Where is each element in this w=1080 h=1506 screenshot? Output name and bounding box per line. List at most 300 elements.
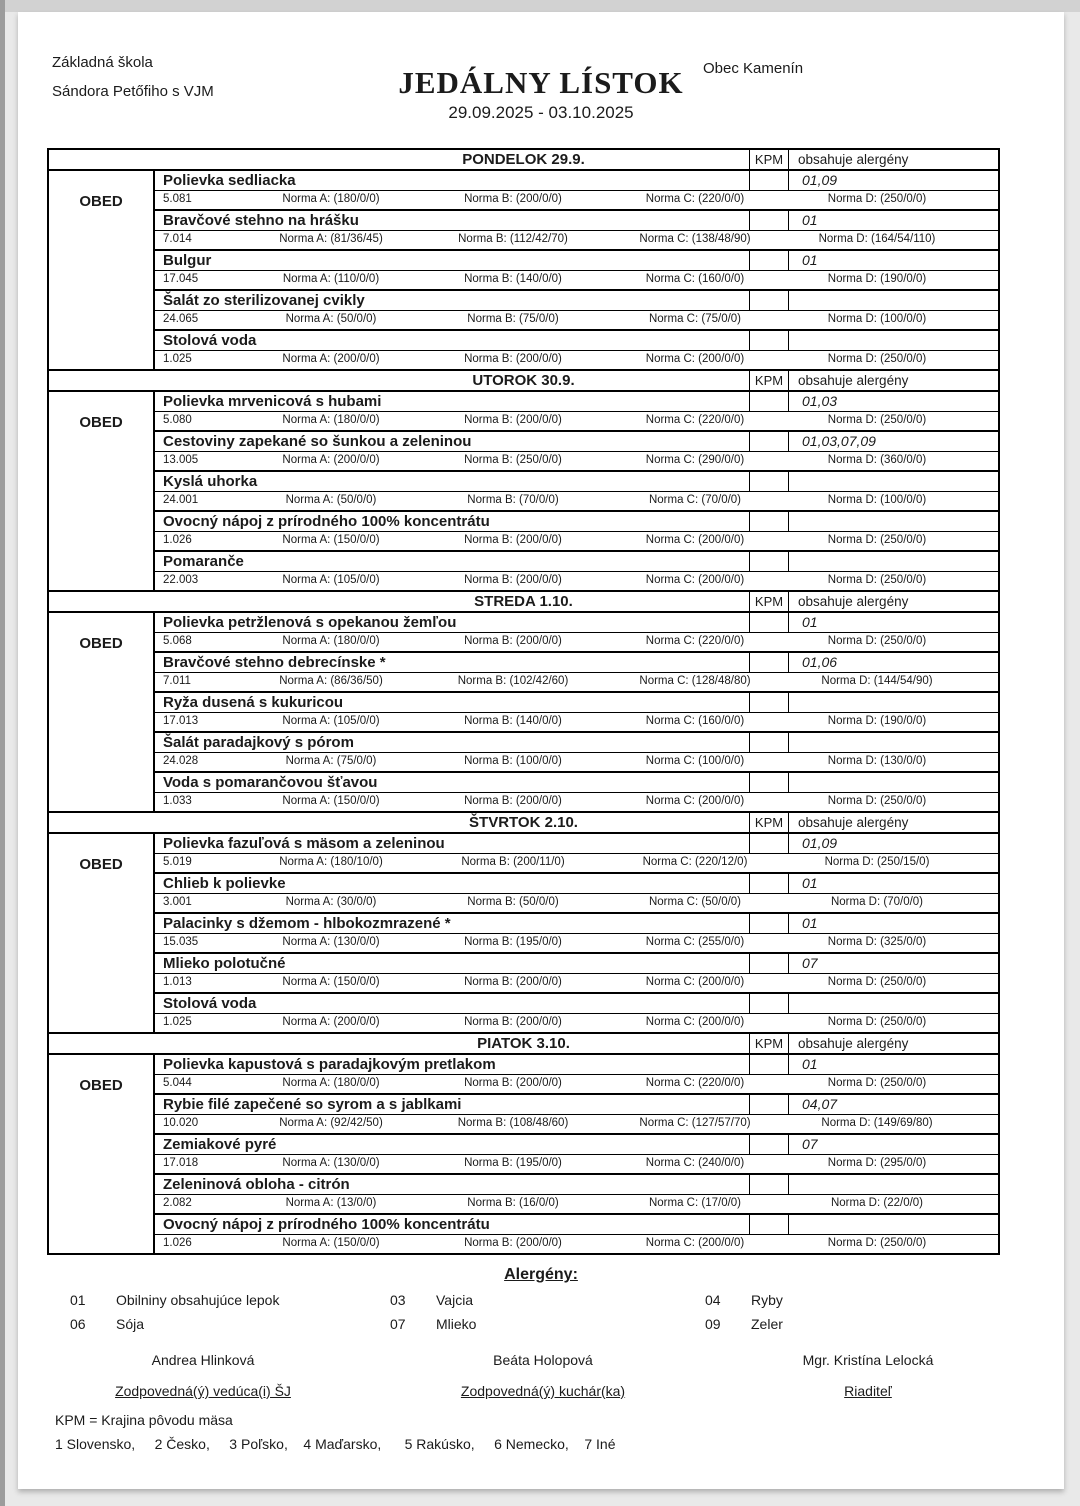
- dish-norma-row: [155, 854, 998, 872]
- dish-code: 17.013: [163, 715, 199, 727]
- dish-name: Ovocný nápoj z prírodného 100% koncentrátu: [163, 1216, 490, 1233]
- dish-group: [155, 954, 998, 994]
- dish-code: 24.028: [163, 755, 199, 767]
- norma-b: Norma B: (200/0/0): [464, 193, 562, 205]
- signature-role: Riaditeľ: [844, 1383, 892, 1399]
- day-title: ŠTVRTOK 2.10.: [469, 814, 578, 831]
- kpm-cell: [749, 1095, 789, 1114]
- norma-a: Norma A: (30/0/0): [285, 896, 377, 908]
- dish-norma-row: [155, 633, 998, 651]
- signature-role: Zodpovedná(ý) kuchár(ka): [460, 1383, 626, 1399]
- dish-group: [155, 291, 998, 331]
- dish-name-row: [155, 1135, 998, 1155]
- dish-allergens: [789, 512, 998, 531]
- norma-d: Norma D: (130/0/0): [827, 755, 927, 767]
- dish-code: 1.026: [163, 1237, 192, 1249]
- norma-d: Norma D: (250/0/0): [827, 1016, 927, 1028]
- dish-norma-row: [155, 934, 998, 952]
- norma-b: Norma B: (108/48/60): [457, 1117, 569, 1129]
- dish-group: [155, 773, 998, 811]
- dish-allergens: 01,03,07,09: [802, 433, 876, 449]
- country-codes-list: 1 Slovensko, 2 Česko, 3 Poľsko, 4 Maďarsko, 5 Rakúsko, 6 Nemecko, 7 Iné: [55, 1436, 616, 1452]
- norma-a: Norma A: (180/0/0): [282, 1077, 380, 1089]
- meal-label: OBED: [49, 834, 155, 1032]
- day-block: [49, 590, 998, 811]
- dish-code: 24.001: [163, 494, 199, 506]
- kpm-cell: [749, 211, 789, 230]
- norma-d: Norma D: (250/0/0): [827, 795, 927, 807]
- dish-norma-row: [155, 673, 998, 691]
- norma-c: Norma C: (138/48/90): [639, 233, 751, 245]
- kpm-cell: [749, 472, 789, 491]
- kpm-cell: [749, 773, 789, 792]
- norma-c: Norma C: (220/0/0): [645, 414, 745, 426]
- norma-a: Norma A: (86/36/50): [279, 675, 383, 687]
- day-title: STREDA 1.10.: [474, 593, 573, 610]
- dish-name: Bravčové stehno debrecínske *: [163, 654, 386, 671]
- dish-group: [155, 914, 998, 954]
- norma-d: Norma D: (144/54/90): [821, 675, 933, 687]
- dish-name: Bravčové stehno na hrášku: [163, 212, 359, 229]
- dish-norma-row: [155, 1115, 998, 1133]
- dish-name-row: [155, 331, 998, 351]
- norma-a: Norma A: (105/0/0): [282, 715, 380, 727]
- kpm-column-header: KPM: [749, 592, 789, 611]
- allergen-column-header: obsahuje alergény: [789, 371, 998, 390]
- dish-name-row: [155, 291, 998, 311]
- dish-name: Mlieko polotučné: [163, 955, 286, 972]
- dish-name: Polievka kapustová s paradajkovým pretlakom: [163, 1056, 496, 1073]
- dish-code: 1.025: [163, 353, 192, 365]
- screen-top-strip: [0, 0, 1080, 12]
- norma-b: Norma B: (200/0/0): [464, 534, 562, 546]
- document-title: JEDÁLNY LÍSTOK: [398, 65, 684, 100]
- norma-b: Norma B: (75/0/0): [467, 313, 559, 325]
- norma-a: Norma A: (180/0/0): [282, 414, 380, 426]
- norma-c: Norma C: (240/0/0): [645, 1157, 745, 1169]
- dish-norma-row: [155, 311, 998, 329]
- dish-code: 5.044: [163, 1077, 192, 1089]
- dish-allergens: 01: [802, 875, 818, 891]
- norma-c: Norma C: (200/0/0): [645, 795, 745, 807]
- dish-code: 1.033: [163, 795, 192, 807]
- dish-name-row: [155, 211, 998, 231]
- kpm-cell: [749, 733, 789, 752]
- dish-group: [155, 472, 998, 512]
- dish-allergens: [789, 331, 998, 350]
- dish-name-row: [155, 613, 998, 633]
- kpm-cell: [749, 171, 789, 190]
- dish-name: Šalát paradajkový s pórom: [163, 734, 354, 751]
- norma-c: Norma C: (75/0/0): [648, 313, 742, 325]
- dish-name-row: [155, 1095, 998, 1115]
- dish-code: 13.005: [163, 454, 199, 466]
- meal-label: OBED: [49, 392, 155, 590]
- kpm-cell: [749, 1215, 789, 1234]
- allergen-label: Ryby: [751, 1292, 783, 1308]
- norma-c: Norma C: (200/0/0): [645, 1016, 745, 1028]
- norma-b: Norma B: (200/0/0): [464, 635, 562, 647]
- municipality-name: Obec Kamenín: [703, 60, 804, 77]
- kpm-cell: [749, 331, 789, 350]
- dish-code: 5.019: [163, 856, 192, 868]
- dish-group: [155, 653, 998, 693]
- dish-name: Palacinky s džemom - hlbokozmrazené *: [163, 915, 451, 932]
- school-name-line2: Sándora Petőfiho s VJM: [52, 83, 214, 100]
- norma-a: Norma A: (150/0/0): [282, 534, 380, 546]
- dish-allergens: [789, 1175, 998, 1194]
- kpm-cell: [749, 994, 789, 1013]
- legend-item: [70, 1292, 390, 1308]
- dish-group: [155, 552, 998, 590]
- dish-name: Pomaranče: [163, 553, 244, 570]
- day-title: UTOROK 30.9.: [472, 372, 575, 389]
- day-title: PIATOK 3.10.: [477, 1035, 570, 1052]
- dish-list: [155, 171, 998, 369]
- signature-name: Beáta Holopová: [493, 1352, 593, 1368]
- signatures-row: [18, 1352, 1064, 1399]
- norma-d: Norma D: (190/0/0): [827, 273, 927, 285]
- norma-c: Norma C: (128/48/80): [639, 675, 751, 687]
- norma-d: Norma D: (100/0/0): [827, 494, 927, 506]
- dish-name: Kyslá uhorka: [163, 473, 258, 490]
- norma-c: Norma C: (127/57/70): [639, 1117, 751, 1129]
- dish-group: [155, 1135, 998, 1175]
- legend-item: [705, 1316, 1020, 1332]
- norma-c: Norma C: (17/0/0): [648, 1197, 742, 1209]
- dish-norma-row: [155, 1235, 998, 1253]
- dish-norma-row: [155, 191, 998, 209]
- legend-item: [705, 1292, 1020, 1308]
- norma-c: Norma C: (160/0/0): [645, 273, 745, 285]
- dish-code: 7.014: [163, 233, 192, 245]
- norma-d: Norma D: (250/0/0): [827, 414, 927, 426]
- signature-name: Mgr. Kristína Lelocká: [802, 1352, 934, 1368]
- day-body: [49, 1055, 998, 1253]
- dish-code: 22.003: [163, 574, 199, 586]
- dish-name: Rybie filé zapečené so syrom a s jablkami: [163, 1096, 462, 1113]
- dish-code: 17.018: [163, 1157, 199, 1169]
- dish-norma-row: [155, 271, 998, 289]
- norma-b: Norma B: (200/0/0): [464, 976, 562, 988]
- dish-name: Ryža dusená s kukuricou: [163, 694, 344, 711]
- dish-name-row: [155, 914, 998, 934]
- dish-allergens: 01: [802, 915, 818, 931]
- kpm-cell: [749, 1055, 789, 1074]
- dish-allergens: 01,09: [802, 835, 838, 851]
- norma-c: Norma C: (200/0/0): [645, 353, 745, 365]
- dish-allergens: [789, 733, 998, 752]
- allergens-legend: [70, 1292, 1020, 1332]
- dish-name: Stolová voda: [163, 332, 257, 349]
- allergen-column-header: obsahuje alergény: [789, 592, 998, 611]
- dish-name: Cestoviny zapekané so šunkou a zeleninou: [163, 433, 472, 450]
- dish-name-row: [155, 1055, 998, 1075]
- day-body: [49, 392, 998, 590]
- norma-a: Norma A: (180/0/0): [282, 635, 380, 647]
- date-range: 29.09.2025 - 03.10.2025: [448, 103, 634, 122]
- dish-norma-row: [155, 572, 998, 590]
- norma-d: Norma D: (70/0/0): [830, 896, 924, 908]
- dish-name: Bulgur: [163, 252, 212, 269]
- dish-allergens: [789, 552, 998, 571]
- norma-b: Norma B: (195/0/0): [464, 1157, 562, 1169]
- dish-name-row: [155, 432, 998, 452]
- screen-left-edge: [0, 0, 5, 1506]
- dish-allergens: 04,07: [802, 1096, 838, 1112]
- norma-b: Norma B: (200/0/0): [464, 1077, 562, 1089]
- dish-code: 1.025: [163, 1016, 192, 1028]
- dish-group: [155, 693, 998, 733]
- dish-name: Šalát zo sterilizovanej cvikly: [163, 292, 365, 309]
- norma-c: Norma C: (290/0/0): [645, 454, 745, 466]
- dish-name: Zeleninová obloha - citrón: [163, 1176, 350, 1193]
- dish-group: [155, 834, 998, 874]
- dish-name-row: [155, 1215, 998, 1235]
- kpm-cell: [749, 251, 789, 270]
- dish-group: [155, 211, 998, 251]
- dish-code: 1.013: [163, 976, 192, 988]
- norma-d: Norma D: (250/0/0): [827, 635, 927, 647]
- allergen-column-header: obsahuje alergény: [789, 1034, 998, 1053]
- allergen-code: 01: [70, 1292, 86, 1308]
- norma-d: Norma D: (250/0/0): [827, 534, 927, 546]
- dish-name-row: [155, 251, 998, 271]
- dish-code: 10.020: [163, 1117, 199, 1129]
- dish-name: Polievka petržlenová s opekanou žemľou: [163, 614, 457, 631]
- dish-name: Voda s pomarančovou šťavou: [163, 774, 378, 791]
- norma-a: Norma A: (180/0/0): [282, 193, 380, 205]
- dish-group: [155, 733, 998, 773]
- meal-label: OBED: [49, 1055, 155, 1253]
- day-header-row: [49, 150, 998, 171]
- dish-allergens: 01,03: [802, 393, 838, 409]
- norma-d: Norma D: (250/0/0): [827, 193, 927, 205]
- day-header-row: [49, 592, 998, 613]
- allergen-label: Zeler: [751, 1316, 783, 1332]
- kpm-column-header: KPM: [749, 813, 789, 832]
- dish-name-row: [155, 1175, 998, 1195]
- norma-b: Norma B: (100/0/0): [464, 755, 562, 767]
- dish-code: 7.011: [163, 675, 191, 687]
- allergen-code: 03: [390, 1292, 406, 1308]
- norma-a: Norma A: (130/0/0): [282, 1157, 380, 1169]
- kpm-cell: [749, 552, 789, 571]
- dish-name: Ovocný nápoj z prírodného 100% koncentrátu: [163, 513, 490, 530]
- norma-d: Norma D: (250/0/0): [827, 976, 927, 988]
- dish-group: [155, 1055, 998, 1095]
- kpm-cell: [749, 914, 789, 933]
- norma-c: Norma C: (255/0/0): [645, 936, 745, 948]
- dish-name-row: [155, 994, 998, 1014]
- norma-c: Norma C: (50/0/0): [648, 896, 742, 908]
- norma-d: Norma D: (295/0/0): [827, 1157, 927, 1169]
- norma-b: Norma B: (200/0/0): [464, 795, 562, 807]
- dish-name-row: [155, 552, 998, 572]
- dish-norma-row: [155, 1155, 998, 1173]
- kpm-cell: [749, 512, 789, 531]
- allergen-code: 06: [70, 1316, 86, 1332]
- document-page: [18, 12, 1064, 1489]
- dish-name-row: [155, 392, 998, 412]
- norma-a: Norma A: (130/0/0): [282, 936, 380, 948]
- allergen-code: 09: [705, 1316, 721, 1332]
- dish-code: 15.035: [163, 936, 199, 948]
- kpm-cell: [749, 693, 789, 712]
- dish-code: 1.026: [163, 534, 192, 546]
- dish-group: [155, 874, 998, 914]
- allergens-legend-title: Alergény:: [504, 1266, 578, 1283]
- norma-b: Norma B: (200/0/0): [464, 353, 562, 365]
- norma-c: Norma C: (70/0/0): [648, 494, 742, 506]
- dish-group: [155, 1175, 998, 1215]
- kpm-abbreviation-note: KPM = Krajina pôvodu mäsa: [55, 1412, 233, 1428]
- norma-d: Norma D: (100/0/0): [827, 313, 927, 325]
- dish-group: [155, 1215, 998, 1253]
- dish-allergens: 01,09: [802, 172, 838, 188]
- norma-a: Norma A: (105/0/0): [282, 574, 380, 586]
- dish-name-row: [155, 693, 998, 713]
- norma-b: Norma B: (200/0/0): [464, 414, 562, 426]
- dish-list: [155, 1055, 998, 1253]
- dish-allergens: 01,06: [802, 654, 838, 670]
- dish-allergens: 01: [802, 252, 818, 268]
- norma-a: Norma A: (200/0/0): [282, 353, 380, 365]
- norma-a: Norma A: (13/0/0): [285, 1197, 377, 1209]
- meal-label: OBED: [49, 171, 155, 369]
- allergen-label: Mlieko: [436, 1316, 477, 1332]
- norma-d: Norma D: (250/0/0): [827, 574, 927, 586]
- kpm-cell: [749, 653, 789, 672]
- meal-label: OBED: [49, 613, 155, 811]
- norma-a: Norma A: (180/10/0): [279, 856, 383, 868]
- dish-group: [155, 251, 998, 291]
- day-title: PONDELOK 29.9.: [462, 151, 585, 168]
- signature-name: Andrea Hlinková: [151, 1352, 255, 1368]
- signature-head-of-canteen: [18, 1352, 388, 1399]
- norma-c: Norma C: (220/12/0): [642, 856, 748, 868]
- dish-norma-row: [155, 753, 998, 771]
- dish-name: Polievka fazuľová s mäsom a zeleninou: [163, 835, 445, 852]
- norma-b: Norma B: (102/42/60): [457, 675, 569, 687]
- dish-code: 24.065: [163, 313, 199, 325]
- dish-group: [155, 1095, 998, 1135]
- dish-allergens: [789, 693, 998, 712]
- dish-norma-row: [155, 452, 998, 470]
- dish-allergens: 01: [802, 212, 818, 228]
- dish-name: Chlieb k polievke: [163, 875, 286, 892]
- dish-allergens: 07: [802, 1136, 818, 1152]
- norma-c: Norma C: (100/0/0): [645, 755, 745, 767]
- allergen-column-header: obsahuje alergény: [789, 150, 998, 169]
- dish-name-row: [155, 874, 998, 894]
- norma-b: Norma B: (200/0/0): [464, 1237, 562, 1249]
- norma-d: Norma D: (22/0/0): [830, 1197, 924, 1209]
- norma-b: Norma B: (200/0/0): [464, 574, 562, 586]
- school-name-line1: Základná škola: [52, 54, 153, 71]
- dish-code: 5.081: [163, 193, 192, 205]
- kpm-cell: [749, 1175, 789, 1194]
- signature-director: [698, 1352, 1038, 1399]
- dish-norma-row: [155, 532, 998, 550]
- dish-code: 17.045: [163, 273, 199, 285]
- dish-norma-row: [155, 1195, 998, 1213]
- norma-c: Norma C: (200/0/0): [645, 1237, 745, 1249]
- kpm-column-header: KPM: [749, 371, 789, 390]
- dish-group: [155, 994, 998, 1032]
- dish-name-row: [155, 653, 998, 673]
- legend-item: [70, 1316, 390, 1332]
- dish-code: 3.001: [163, 896, 192, 908]
- norma-d: Norma D: (190/0/0): [827, 715, 927, 727]
- day-header-row: [49, 371, 998, 392]
- norma-a: Norma A: (50/0/0): [285, 313, 377, 325]
- norma-b: Norma B: (50/0/0): [467, 896, 559, 908]
- norma-d: Norma D: (149/69/80): [821, 1117, 933, 1129]
- norma-b: Norma B: (200/0/0): [464, 1016, 562, 1028]
- kpm-cell: [749, 1135, 789, 1154]
- day-header-row: [49, 1034, 998, 1055]
- norma-b: Norma B: (200/11/0): [461, 856, 565, 868]
- kpm-cell: [749, 291, 789, 310]
- dish-name: Polievka sedliacka: [163, 172, 296, 189]
- norma-a: Norma A: (75/0/0): [285, 755, 377, 767]
- legend-item: [390, 1292, 705, 1308]
- dish-norma-row: [155, 1014, 998, 1032]
- norma-a: Norma A: (92/42/50): [279, 1117, 383, 1129]
- dish-list: [155, 834, 998, 1032]
- day-body: [49, 613, 998, 811]
- kpm-cell: [749, 392, 789, 411]
- norma-b: Norma B: (112/42/70): [458, 233, 568, 245]
- norma-b: Norma B: (16/0/0): [467, 1197, 559, 1209]
- allergen-label: Sója: [116, 1316, 145, 1332]
- allergen-label: Obilniny obsahujúce lepok: [116, 1292, 280, 1308]
- day-block: [49, 1032, 998, 1253]
- dish-group: [155, 331, 998, 369]
- allergen-code: 07: [390, 1316, 406, 1332]
- kpm-cell: [749, 613, 789, 632]
- dish-list: [155, 392, 998, 590]
- day-header-row: [49, 813, 998, 834]
- norma-d: Norma D: (325/0/0): [827, 936, 927, 948]
- dish-allergens: [789, 773, 998, 792]
- norma-c: Norma C: (200/0/0): [645, 574, 745, 586]
- dish-allergens: [789, 291, 998, 310]
- norma-b: Norma B: (70/0/0): [467, 494, 559, 506]
- allergen-code: 04: [705, 1292, 721, 1308]
- norma-a: Norma A: (110/0/0): [282, 273, 380, 285]
- dish-allergens: [789, 1215, 998, 1234]
- dish-group: [155, 171, 998, 211]
- dish-name: Zemiakové pyré: [163, 1136, 277, 1153]
- kpm-cell: [749, 954, 789, 973]
- kpm-cell: [749, 834, 789, 853]
- dish-group: [155, 512, 998, 552]
- dish-norma-row: [155, 894, 998, 912]
- dish-allergens: 07: [802, 955, 818, 971]
- signature-role: Zodpovedná(ý) vedúca(i) ŠJ: [115, 1383, 291, 1399]
- allergen-column-header: obsahuje alergény: [789, 813, 998, 832]
- norma-a: Norma A: (200/0/0): [282, 454, 380, 466]
- dish-list: [155, 613, 998, 811]
- norma-a: Norma A: (81/36/45): [279, 233, 383, 245]
- dish-norma-row: [155, 793, 998, 811]
- kpm-cell: [749, 874, 789, 893]
- norma-a: Norma A: (150/0/0): [282, 795, 380, 807]
- norma-d: Norma D: (164/54/110): [818, 233, 936, 245]
- allergen-label: Vajcia: [436, 1292, 474, 1308]
